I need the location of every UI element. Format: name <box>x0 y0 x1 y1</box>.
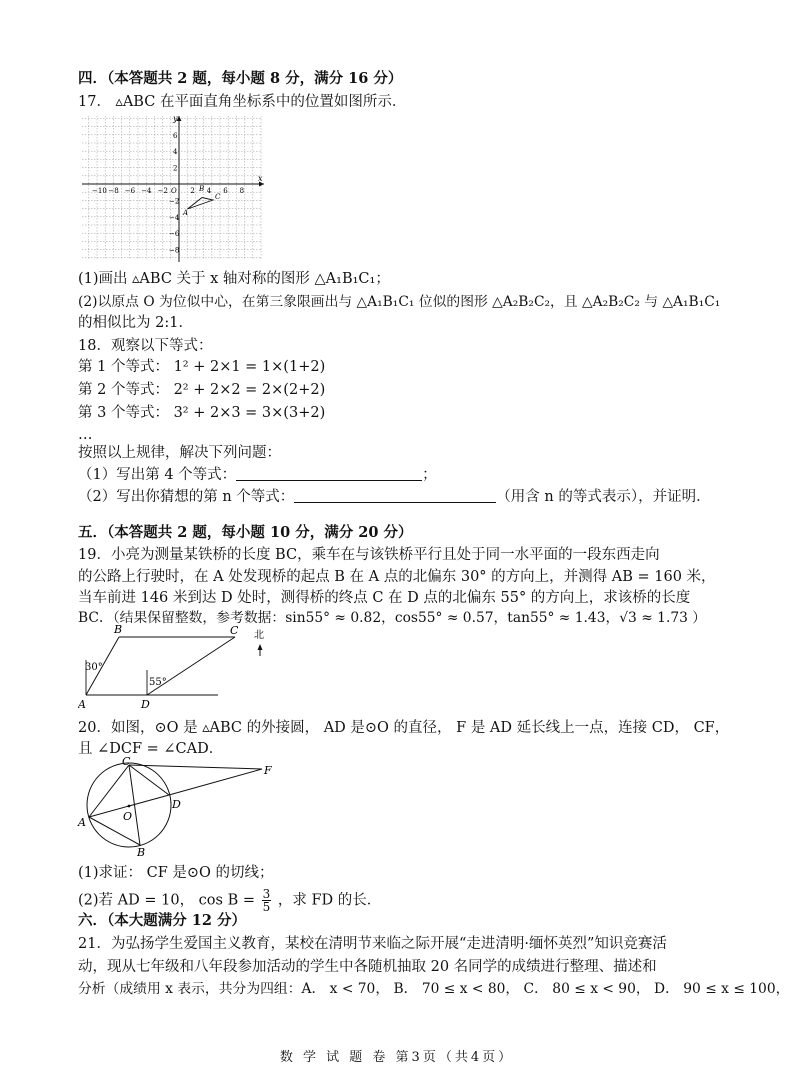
q18-stem: 18．观察以下等式： <box>78 338 213 354</box>
x-tick-label: O <box>171 187 177 195</box>
page-footer: 数 学 试 题 卷 第3页（共4页） <box>279 1050 515 1065</box>
point-c-label: C <box>215 193 221 201</box>
x-tick-label: −8 <box>108 187 119 195</box>
point-b-label: B <box>199 185 205 193</box>
q18-eq3 <box>78 404 754 422</box>
fig20-label-o: O <box>123 810 133 823</box>
x-tick-label: −10 <box>92 187 107 195</box>
q17-part2: (2)以原点 O 为位似中心，在第三象限画出与 △A₁B₁C₁ 位似的图形 △A₂B₂C₂，且 △A₂B₂C₂ 与 △A₁B₁C₁ <box>78 294 721 310</box>
eq1-formula: 1² + 2×1 = 1×(1+2) <box>173 359 326 375</box>
q20-line2: 且 ∠DCF = ∠CAD． <box>78 741 224 757</box>
q17-part2-cont: 的相似比为 2:1． <box>78 315 193 331</box>
x-tick-label: −2 <box>157 187 168 195</box>
x-tick-label: 2 <box>190 187 195 195</box>
eq2-label: 第 2 个等式： <box>78 382 169 398</box>
fig19-label-a: A <box>78 698 86 710</box>
y-tick-label: 6 <box>173 131 178 140</box>
q18-part2 <box>78 488 754 506</box>
q18-part2-text: （2）写出你猜想的第 n 个等式： <box>78 489 295 505</box>
y-tick-label: −6 <box>169 230 180 239</box>
q17-part1: (1)画出 ▵ABC 关于 x 轴对称的图形 △A₁B₁C₁； <box>78 271 390 287</box>
y-tick-label: 4 <box>173 148 178 157</box>
q20-circle-figure <box>74 756 284 856</box>
q18-eq1 <box>78 358 754 376</box>
y-tick-label: −2 <box>169 197 180 206</box>
fig19-label-d: D <box>141 698 150 710</box>
q20-part1: (1)求证： CF 是⊙O 的切线； <box>78 865 274 881</box>
section-5-header: 五．（本答题共 2 题，每小题 10 分，满分 20 分） <box>78 524 413 541</box>
q18-dots: … <box>78 427 93 443</box>
fig20-label-a: A <box>78 816 86 829</box>
q18-eq2 <box>78 381 754 399</box>
eq3-formula: 3² + 2×3 = 3×(3+2) <box>173 405 326 421</box>
x-tick-label: −6 <box>124 187 136 195</box>
fig19-label-b: B <box>114 624 123 636</box>
x-axis-label: x <box>258 174 263 183</box>
fig20-label-b: B <box>137 846 146 856</box>
q19-bridge-figure <box>78 624 278 710</box>
q21-line3: 分析（成绩用 x 表示，共分为四组：A． x < 70， B． 70 ≤ x < 80， C． 80 ≤ x < 90， D． 90 ≤ x ≤ 100， <box>78 981 790 997</box>
answer-blank-1[interactable] <box>236 466 422 481</box>
q17-coordinate-grid <box>78 112 268 264</box>
fig20-label-d: D <box>172 798 181 811</box>
fig19-north: 北 <box>254 630 264 641</box>
q21-line2: 动，现从七年级和八年段参加活动的学生中各随机抽取 20 名同学的成绩进行整理、描述和 <box>78 959 657 975</box>
q17-stem: 17． ▵ABC 在平面直角坐标系中的位置如图所示． <box>78 94 407 110</box>
q19-line1: 19．小亮为测量某铁桥的长度 BC，乘车在与该铁桥平行且处于同一水平面的一段东西走向 <box>78 547 660 563</box>
y-tick-label: 2 <box>173 164 178 173</box>
section-6-header: 六．（本大题满分 12 分） <box>78 912 247 929</box>
x-tick-label: 4 <box>206 187 212 195</box>
y-axis-label: y <box>173 114 178 123</box>
fig19-label-c: C <box>230 624 239 637</box>
fraction-denominator: 5 <box>262 900 271 914</box>
section-4-header: 四．（本答题共 2 题，每小题 8 分，满分 16 分） <box>78 70 403 87</box>
eq1-label: 第 1 个等式： <box>78 359 169 375</box>
q19-line2: 的公路上行驶时，在 A 处发现桥的起点 B 在 A 点的北偏东 30° 的方向上，并测得 AB = 160 米， <box>78 569 716 585</box>
point-a-label: A <box>183 209 189 217</box>
x-tick-label: 8 <box>239 187 245 195</box>
fig20-label-c: C <box>122 756 131 768</box>
q21-line1: 21．为弘扬学生爱国主义教育，某校在清明节来临之际开展“走进清明·缅怀英烈”知识竞赛活 <box>78 936 667 952</box>
q20-part2-text: (2)若 AD = 10， cos B = <box>78 892 255 909</box>
q18-instruction: 按照以上规律，解决下列问题： <box>78 445 281 461</box>
q20-part2 <box>78 888 754 913</box>
x-tick-label: −4 <box>141 187 152 195</box>
y-tick-label: −8 <box>169 246 180 255</box>
q18-part1-text: （1）写出第 4 个等式： <box>78 467 237 483</box>
q19-line4: BC．（结果保留整数，参考数据：sin55° ≈ 0.82，cos55° ≈ 0.57，tan55° ≈ 1.43，√3 ≈ 1.73 ） <box>78 610 707 626</box>
fraction-numerator: 3 <box>262 887 271 901</box>
eq3-label: 第 3 个等式： <box>78 405 169 421</box>
fraction-3-5 <box>262 888 272 913</box>
q18-part1-end: ； <box>422 467 437 483</box>
q18-part1 <box>78 466 754 484</box>
fig19-angle-30: 30° <box>85 662 103 673</box>
q20-part2-end: ，求 FD 的长． <box>277 892 382 909</box>
eq2-formula: 2² + 2×2 = 2×(2+2) <box>173 382 326 398</box>
y-tick-label: −4 <box>169 213 180 222</box>
q19-line3: 当车前进 146 米到达 D 处时，测得桥的终点 C 在 D 点的北偏东 55° 的方向上，求该桥的长度 <box>78 590 691 606</box>
fig19-angle-55: 55° <box>149 677 167 688</box>
answer-blank-2[interactable] <box>294 488 496 503</box>
x-tick-label: 6 <box>223 187 228 195</box>
fig20-label-f: F <box>264 764 272 777</box>
q20-line1: 20．如图，⊙O 是 ▵ABC 的外接圆， AD 是⊙O 的直径， F 是 AD 延长线上一点，连接 CD， CF， <box>78 720 730 736</box>
q18-part2-end: （用含 n 的等式表示），并证明． <box>496 489 711 505</box>
